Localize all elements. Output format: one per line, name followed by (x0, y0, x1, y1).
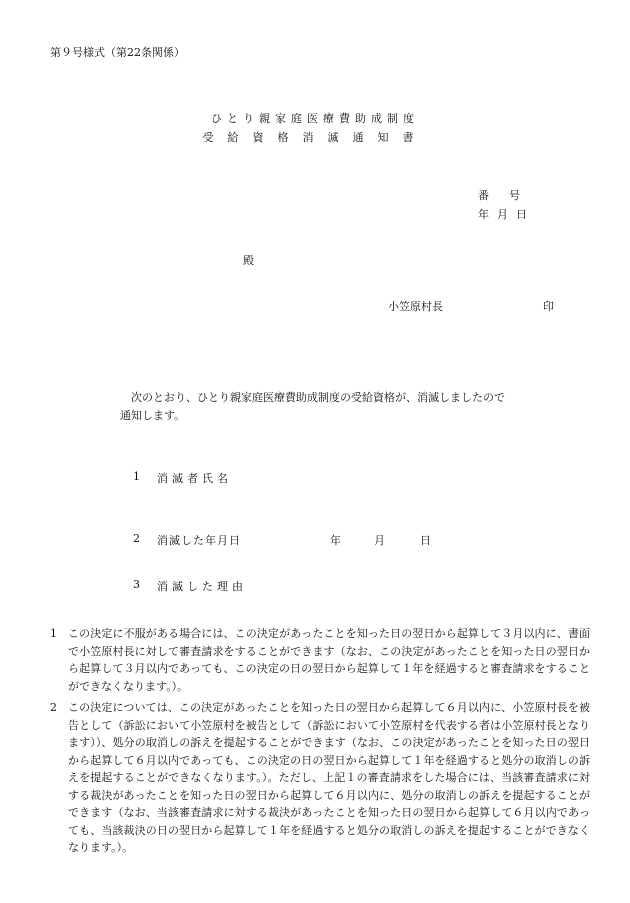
item-2-number: 2 (133, 532, 140, 545)
form-number: 第９号様式（第22条関係） (50, 46, 185, 59)
notice-1-number: 1 (50, 627, 57, 640)
document-title-line2: 受給資格消滅通知書 (202, 131, 428, 144)
date-blank-year: 年 (330, 534, 341, 547)
notice-2-number: 2 (50, 701, 57, 714)
body-line-1: 次のとおり、ひとり親家庭医療費助成制度の受給資格が、消滅しましたので (131, 391, 505, 404)
item-3-label: 消滅した理由 (157, 580, 247, 593)
issuer-name: 小笠原村長 (388, 300, 443, 313)
date-blank-day: 日 (420, 534, 431, 547)
body-text (120, 389, 540, 425)
notice-2-text: この決定については、この決定があったことを知った日の翌日から起算して６月以内に、小笠原村長を被告として（訴訟において小笠原村を被告として（訴訟において小笠原村を代表する者は小笠原村長となります））、処分の取消しの訴えを提起することができます（なお、この決定があったことを知った日の翌日から起算して６月以内であっても、この決定の日の翌日から起算して１年を経過すると処分の取消しの訴えを提起することができなくなります。）。ただし、上記１の審査請求をした場合には、当該審査請求に対する裁決があったことを知った日の翌日から起算して６月以内に、処分の取消しの訴えを提起することができます（なお、当該審査請求に対する裁決があったことを知った日の翌日から起算して６月以内であっても、当該裁決の日の翌日から起算して１年を経過すると処分の取消しの訴えを提起することができなくなります。）。 (68, 701, 590, 854)
notice-2 (50, 699, 590, 857)
document-date-label: 年月日 (478, 208, 535, 221)
document-title-line1: ひとり親家庭医療費助成制度 (211, 112, 419, 125)
item-2-label (157, 532, 241, 548)
body-line-2: 通知します。 (120, 409, 186, 422)
notice-1-text: この決定に不服がある場合には、この決定があったことを知った日の翌日から起算して３月以内に、書面で小笠原村長に対して審査請求をすることができます（なお、この決定があったことを知った日の翌日から起算して３月以内であっても、この決定の日の翌日から起算して１年を経過すると審査請求をすることができなくなります。）。 (68, 627, 590, 693)
item-1-label: 消滅者氏名 (157, 472, 232, 485)
date-blank (330, 532, 431, 548)
seal-mark: 印 (543, 300, 554, 313)
document-number-label: 番号 (478, 189, 540, 202)
item-2-label-text: 消滅した年月日 (157, 534, 241, 547)
item-3-number: 3 (133, 578, 140, 591)
item-1-number: 1 (133, 470, 140, 483)
recipient-honorific: 殿 (243, 254, 254, 267)
notice-1 (50, 625, 590, 695)
date-blank-month: 月 (374, 534, 385, 547)
